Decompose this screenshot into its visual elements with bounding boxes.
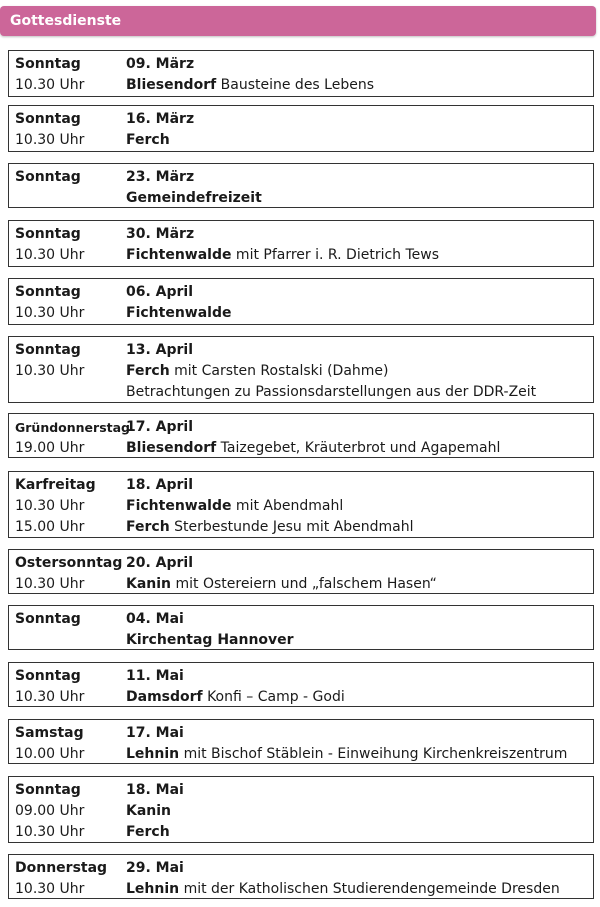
- service-details: [126, 687, 593, 708]
- service-date: 09. März: [126, 56, 195, 72]
- service-day: Sonntag: [15, 226, 81, 242]
- service-day: Sonntag: [15, 342, 81, 358]
- service-day: Sonntag: [15, 782, 81, 798]
- service-time: 10.30 Uhr: [15, 881, 85, 897]
- service-date: 17. Mai: [126, 725, 184, 741]
- service-entry: [8, 549, 594, 594]
- service-entry: [8, 413, 594, 458]
- service-date: 04. Mai: [126, 611, 184, 627]
- service-day: Sonntag: [15, 56, 81, 72]
- service-date: 29. Mai: [126, 860, 184, 876]
- service-description: mit Pfarrer i. R. Dietrich Tews: [231, 247, 440, 263]
- service-date: 11. Mai: [126, 668, 184, 684]
- service-place: Lehnin: [126, 746, 180, 762]
- service-day: Sonntag: [15, 111, 81, 127]
- service-description: mit Ostereiern und „falschem Hasen“: [171, 576, 437, 592]
- service-place: Ferch: [126, 132, 170, 148]
- service-place: Bliesendorf: [126, 77, 217, 93]
- service-details: [126, 130, 593, 151]
- service-entry: [8, 163, 594, 208]
- service-description: Taizegebet, Kräuterbrot und Agapemahl: [216, 440, 501, 456]
- service-entry: [8, 50, 594, 97]
- service-day: Ostersonntag: [15, 555, 123, 571]
- service-time: 19.00 Uhr: [15, 440, 85, 456]
- service-time: 10.30 Uhr: [15, 247, 85, 263]
- service-day: Gründonnerstag: [15, 420, 130, 435]
- section-header: [0, 6, 596, 36]
- service-time: 10.30 Uhr: [15, 824, 85, 840]
- service-entry: [8, 471, 594, 538]
- service-description: Betrachtungen zu Passionsdarstellungen aus der DDR-Zeit: [126, 384, 537, 400]
- service-place: Kanin: [126, 803, 172, 819]
- service-details: [126, 879, 593, 900]
- service-time: 10.30 Uhr: [15, 689, 85, 705]
- service-time: [9, 630, 126, 651]
- service-date: 20. April: [126, 555, 194, 571]
- service-time: 10.30 Uhr: [15, 77, 85, 93]
- service-details: [126, 438, 593, 459]
- service-entry: [8, 605, 594, 650]
- service-time: 10.30 Uhr: [15, 132, 85, 148]
- service-place: Fichtenwalde: [126, 498, 232, 514]
- service-entry: [8, 220, 594, 267]
- service-date: 18. April: [126, 477, 194, 493]
- service-details: [126, 303, 593, 324]
- service-place: Damsdorf: [126, 689, 203, 705]
- service-date: 30. März: [126, 226, 195, 242]
- service-time: 10.00 Uhr: [15, 746, 85, 762]
- service-details: [126, 382, 593, 403]
- service-time: 09.00 Uhr: [15, 803, 85, 819]
- service-description: Konfi – Camp - Godi: [202, 689, 345, 705]
- service-entry: [8, 105, 594, 152]
- service-details: [126, 496, 593, 517]
- service-description: mit Abendmahl: [231, 498, 344, 514]
- service-entry: [8, 776, 594, 843]
- service-entry: [8, 854, 594, 899]
- service-details: [126, 361, 593, 382]
- service-place: Ferch: [126, 824, 170, 840]
- service-place: Fichtenwalde: [126, 305, 232, 321]
- service-details: [126, 574, 593, 595]
- service-description: mit der Katholischen Studierendengemeinde Dresden: [179, 881, 560, 897]
- service-day: Sonntag: [15, 611, 81, 627]
- service-time: 10.30 Uhr: [15, 576, 85, 592]
- service-place: Fichtenwalde: [126, 247, 232, 263]
- service-place: Lehnin: [126, 881, 180, 897]
- service-description: Bausteine des Lebens: [216, 77, 375, 93]
- service-place: Kanin: [126, 576, 172, 592]
- service-place: Bliesendorf: [126, 440, 217, 456]
- service-time: [9, 188, 126, 209]
- service-description: mit Bischof Stäblein - Einweihung Kirchenkreiszentrum: [179, 746, 568, 762]
- service-details: [126, 245, 593, 266]
- service-date: 18. Mai: [126, 782, 184, 798]
- service-time: 10.30 Uhr: [15, 498, 85, 514]
- service-details: [126, 744, 593, 765]
- service-day: Sonntag: [15, 284, 81, 300]
- section-title: Gottesdienste: [10, 13, 122, 29]
- service-date: 16. März: [126, 111, 195, 127]
- service-place: Ferch: [126, 519, 170, 535]
- service-description: Sterbestunde Jesu mit Abendmahl: [169, 519, 414, 535]
- service-entry: [8, 278, 594, 325]
- service-date: 13. April: [126, 342, 194, 358]
- service-place: Gemeindefreizeit: [126, 190, 262, 206]
- service-description: mit Carsten Rostalski (Dahme): [169, 363, 389, 379]
- service-date: 06. April: [126, 284, 194, 300]
- service-place: Ferch: [126, 363, 170, 379]
- service-day: Samstag: [15, 725, 84, 741]
- service-details: [126, 801, 593, 822]
- service-date: 23. März: [126, 169, 195, 185]
- service-entry: [8, 662, 594, 707]
- service-details: [126, 188, 593, 209]
- service-time: 15.00 Uhr: [15, 519, 85, 535]
- service-day: Sonntag: [15, 668, 81, 684]
- service-time: 10.30 Uhr: [15, 305, 85, 321]
- service-details: [126, 517, 593, 538]
- service-day: Donnerstag: [15, 860, 108, 876]
- service-details: [126, 822, 593, 843]
- service-day: Sonntag: [15, 169, 81, 185]
- service-place: Kirchentag Hannover: [126, 632, 294, 648]
- service-entry: [8, 336, 594, 403]
- service-day: Karfreitag: [15, 477, 96, 493]
- service-date: 17. April: [126, 419, 194, 435]
- service-details: [126, 630, 593, 651]
- service-time: 10.30 Uhr: [15, 363, 85, 379]
- service-entry: [8, 719, 594, 764]
- service-details: [126, 75, 593, 96]
- service-time: [9, 382, 126, 403]
